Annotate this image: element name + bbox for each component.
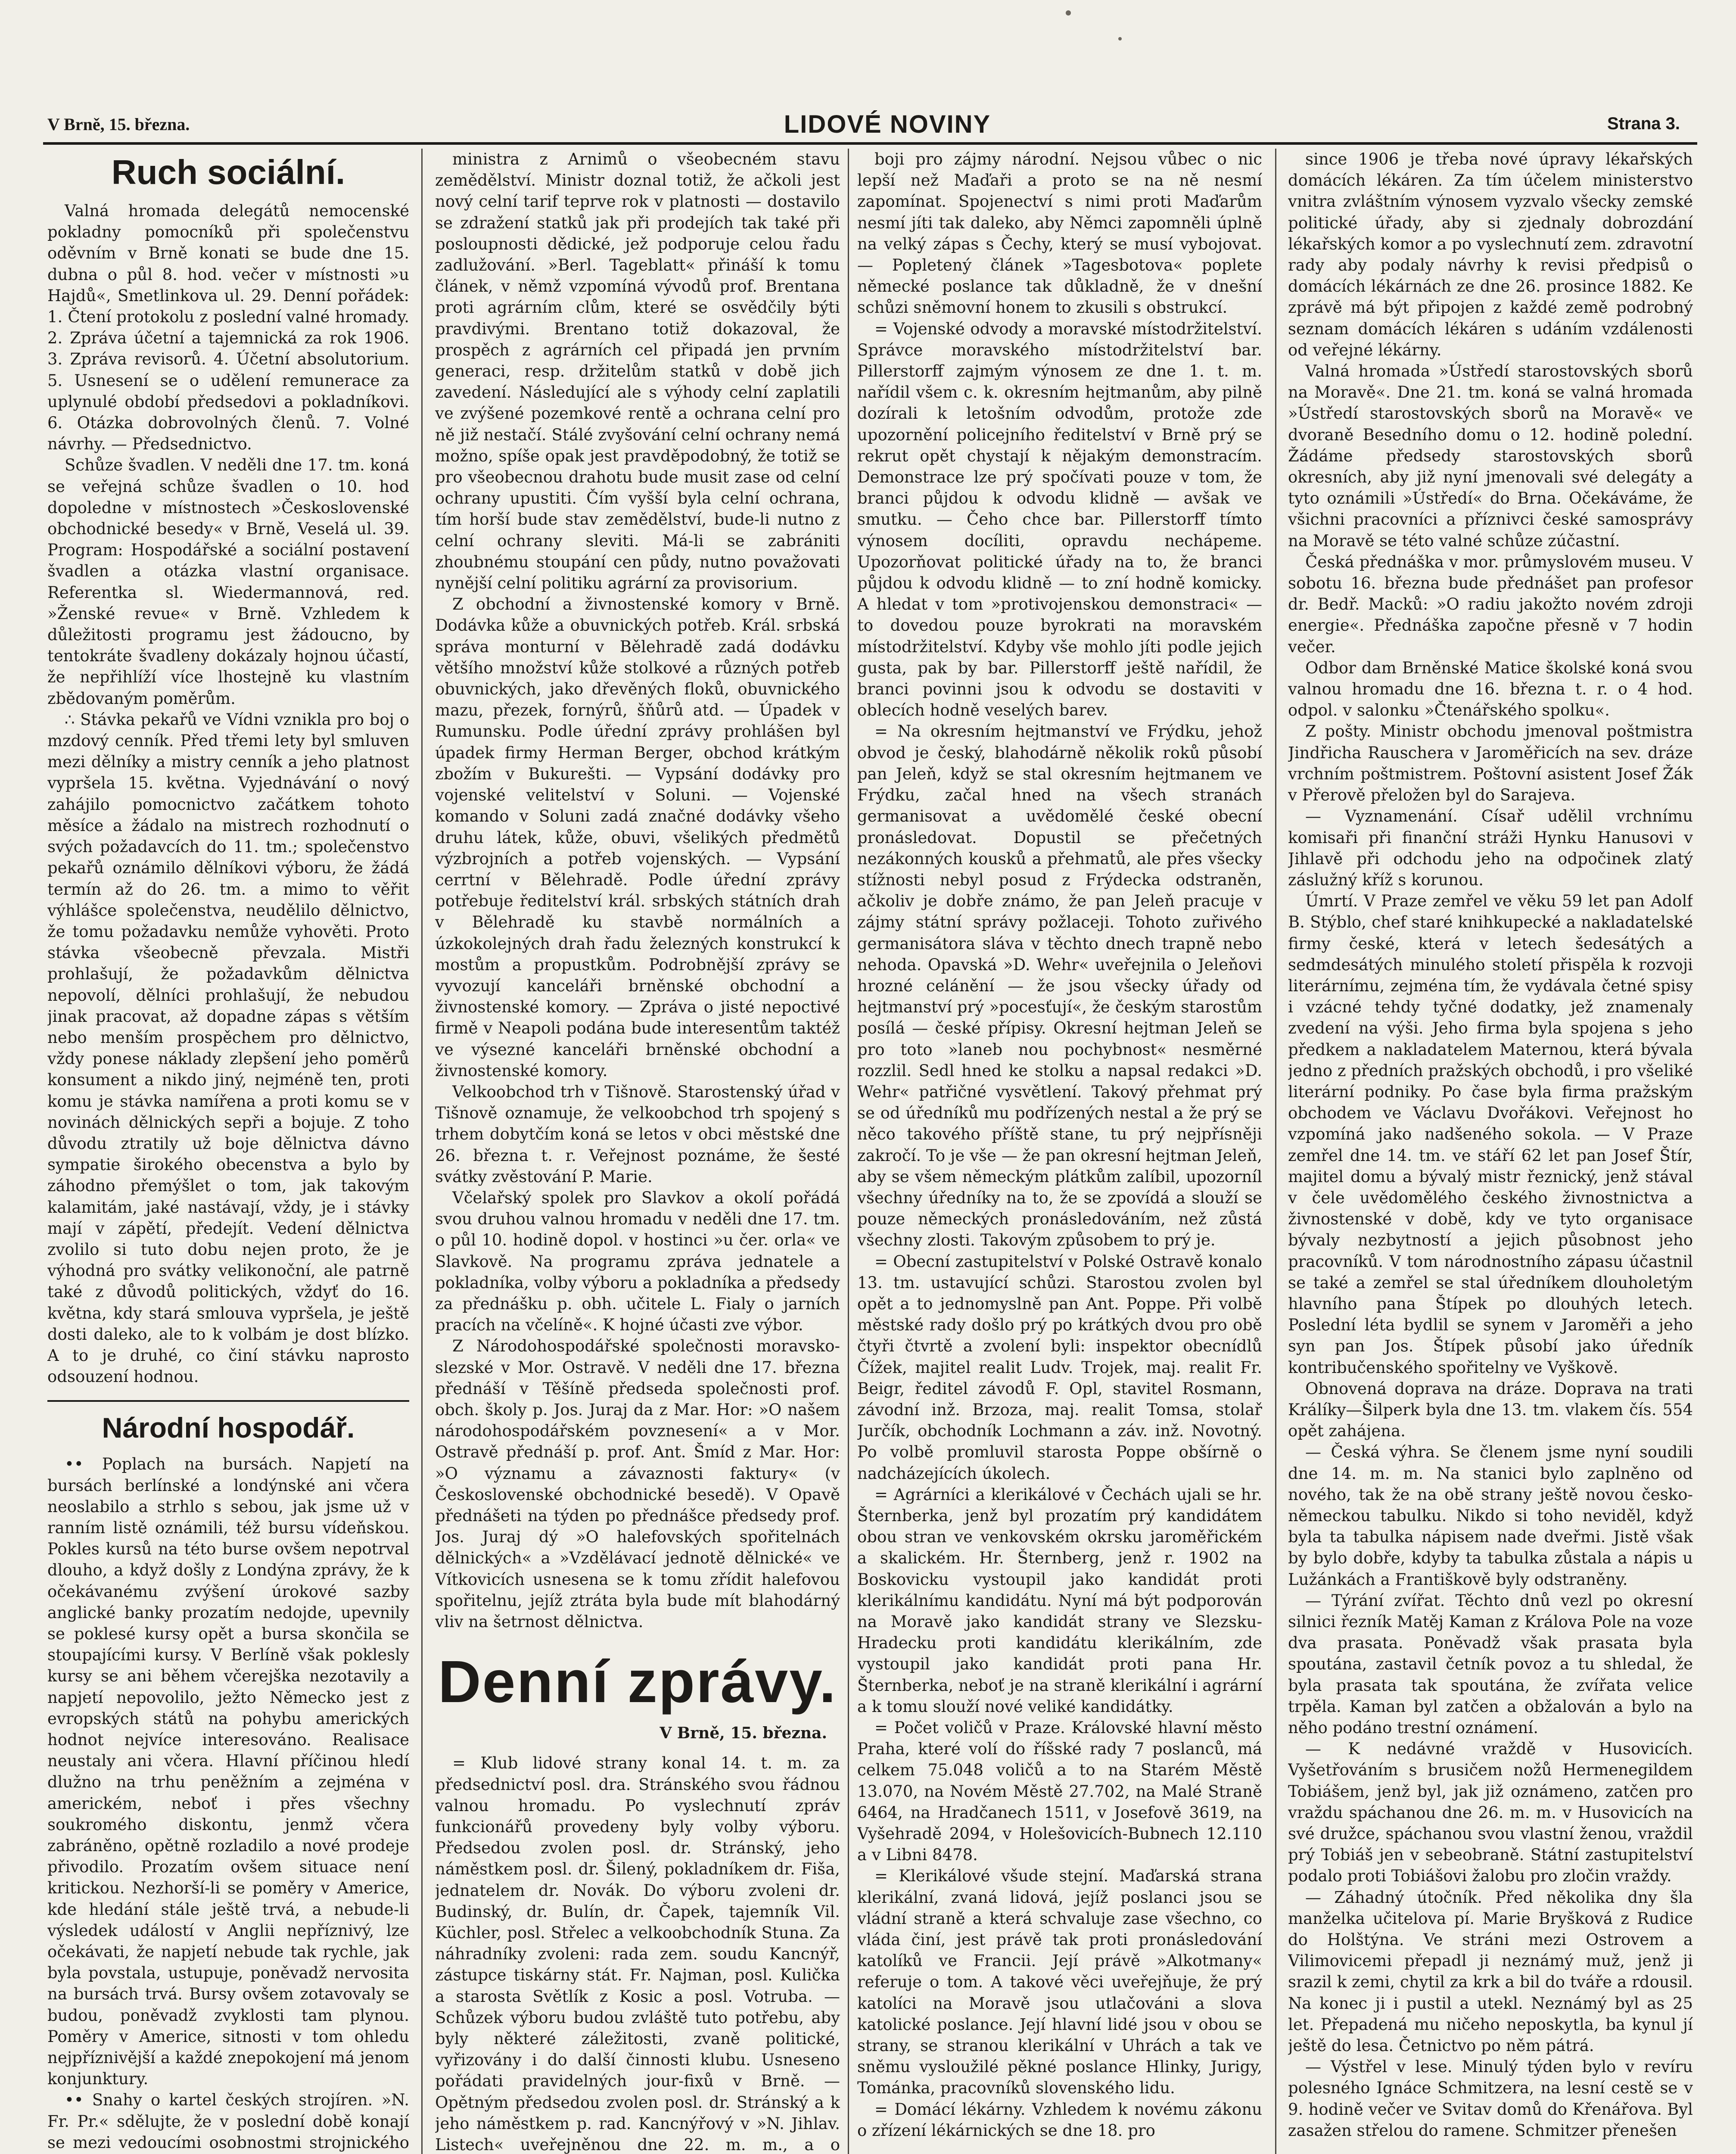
page-number: Strana 3. xyxy=(1607,114,1680,133)
article-paragraph: — Česká výhra. Se členem jsme nyní soudili dne 14. m. m. Na stanici bylo zaplněno od nového, tak že na obě strany ještě novou česko-německou tabulku. Nikdo si toho neviděl, když byla ta tabulka nápisem nade dveřmi. Jistě však by bylo dobře, kdyby ta tabulka zůstala a nápis u Lužánkách a Františkově byly odstraněny. xyxy=(1288,1443,1693,1589)
article-paragraph: = Počet voličů v Praze. Královské hlavní město Praha, které volí do říšské rady 7 poslanců, má celkem 75.048 voličů a to na Starém Městě 13.070, na Novém Městě 27.702, na Malé Straně 6464, na Hradčanech 1511, v Josefově 3619, na Vyšehradě 2094, v Holešovicích-Bubnech 12.110 a v Libni 8478. xyxy=(857,1718,1262,1865)
article-paragraph: •• Poplach na bursách. Napjetí na bursách berlínské a londýnské ani včera neoslabilo a strhlo s sebou, jak jsme už v ranním listě oznámili, též bursu vídeňskou. Pokles kursů na této burse ovšem nepotrval dlouho, a když došly z Londýna zprávy, že k očekávanému zvýšení úrokové sazby anglické banky prozatím nedojde, upevnily se poklesé kursy opět a bursa skončila se stoupajícími kursy. V Berlíně však poklesly kursy se ani během včerejška nezotavily a napjetí nepovolilo, ježto Německo jest z evropských států na pohybu amerických hodnot nejvíce interesováno. Realisace neustaly ani včera. Hlavní příčinou hledí dlužno na trhu peněžním a zejména v americkém, neboť i přes všechny soukromého diskontu, jenmž včera zabráněno, opětně rozladilo a nové prodeje přivodilo. Prozatím ovšem situace není kritickou. Nezhorší-li se poměry v Americe, kde hledání stále ještě trvá, a nebude-li výsledek událostí v Anglii nepříznivý, lze očekávati, že napjetí nebude tak rychle, jak byla povstala, ustupuje, poněvadž nervosita na bursách trvá. Bursy ovšem zotavovaly se budou, poněvadž zvyklosti tam plynou. Poměry v Americe, sitnosti v tom ohledu nejpříznivější a každé znepokojení má jenom konjunktury. xyxy=(47,1455,409,2089)
article-paragraph: Úmrtí. V Praze zemřel ve věku 59 let pan Adolf B. Stýblo, chef staré knihkupecké a nakladatelské firmy české, která v letech šedesátých a sedmdesátých minulého století přispěla k rozvoji literárnímu, zejména tím, že vydávala četné spisy i vzácné tehdy tyčné dodatky, jež znamenaly zvedení na výši. Jeho firma byla spojena s jeho předkem a nakladatelem Maternou, která bývala jedno z předních pražských obchodů, i pro všeliké literární podniky. Po čase byla firma pražským obchodem ve Václavu Dvořákovi. Veřejnost ho vzpomíná jako nadšeného sokola. — V Praze zemřel dne 14. tm. ve stáří 62 let pan Josef Štír, majitel domu a bývalý mistr řeznický, jenž stával v čele uvědomělého českého živnostnictva a živnostenské v době, kdy ve tyto organisace bývaly nezbytností a jejich působnost jeho pracovníků. V tom národnostního zápasu účastnil se také a zemřel se stal úředníkem dlouholetým hlavního pana Štípek po dlouhých letech. Poslední léta bydlil se synem v Jaroměři a jeho syn pan Jos. Štípek působí jako úředník kontribučenského spořitelny ve Vyškově. xyxy=(1288,892,1693,1377)
column-divider xyxy=(1275,149,1276,2154)
section-heading-daily-news: Denní zprávy. xyxy=(438,1649,837,1715)
article-paragraph: — Týrání zvířat. Těchto dnů vezl po okresní silnici řezník Matěj Kaman z Králova Pole na voze dva prasata. Poněvadž však prasata byla spoutána, zastavil četník povoz a tu shledal, že byla prasata tak spoutána, že zvířata velice trpěla. Kaman byl zatčen a obžalován a bylo na něho podáno trestní oznámení. xyxy=(1288,1591,1693,1737)
column-2 xyxy=(435,149,840,2154)
article-paragraph: = Vojenské odvody a moravské místodržitelství. Správce moravského místodržitelství bar. Pillerstorff zajmým výnosem ze dne 1. t. m. nařídil všem c. k. okresním hejtmanům, aby pilně dozírali k letošním odvodům, protože zde upozornění policejního ředitelství v Brně prý se rekrut opět chystají k nějakým demonstracím. Demonstrace lze prý spočívati pouze v tom, že branci půjdou k odvodu klidně — avšak ve smutku. — Čeho chce bar. Pillerstorff tímto výnosem docíliti, opravdu nechápeme. Upozorňovat politické úřady na to, že branci půjdou k odvodu klidně — to zní hodně komicky. A hledat v tom »protivojenskou demonstraci« — to dovedou pouze byrokrati na moravském místodržitelství. Kdyby vše mohlo jíti podle jejich gusta, pak by bar. Pillerstorff ještě nařídil, že branci povinni jsou k odvodu se dostaviti v oblecích hodně veselých barev. xyxy=(857,319,1262,720)
article-paragraph: Schůze švadlen. V neděli dne 17. tm. koná se veřejná schůze švadlen o 10. hod dopoledne v místnostech »Československé obchodnické besedy« v Brně, Veselá ul. 39. Program: Hospodářské a sociální postavení švadlen a otázka vlastní organisace. Referentka sl. Wiedermannová, red. »Ženské revue« v Brně. Vzhledem k důležitosti programu jest žádoucno, by tentokráte švadleny dokázaly hojnou účastí, že nepřihlíží více lhostejně ku vlastním zbědovaným poměrům. xyxy=(47,456,409,708)
masthead xyxy=(47,110,1697,140)
article-paragraph: — K nedávné vraždě v Husovicích. Vyšetřováním s brusičem nožů Hermenegildem Tobiášem, jenž byl, jak již oznámeno, zatčen pro vraždu spáchanou dne 26. m. m. v Husovicích na své družce, spáchanou svou vlastní ženou, vraždil prý Tobiáš jen v sebeobraně. Státní zastupitelství podalo proti Tobiášovi žalobu pro zločin vraždy. xyxy=(1288,1740,1693,1886)
newspaper-title: LIDOVÉ NOVINY xyxy=(784,110,991,138)
article-paragraph: Z pošty. Ministr obchodu jmenoval poštmistra Jindřicha Rauschera v Jaroměřicích na sev. dráze vrchním poštmistrem. Poštovní asistent Josef Žák v Přerově přeložen byl do Sarajeva. xyxy=(1288,722,1693,805)
article-paragraph: Z Národohospodářské společnosti moravsko-slezské v Mor. Ostravě. V neděli dne 17. března přednáší v Těšíně předseda společnosti prof. obch. školy p. Jos. Juraj da z Mar. Hor: »O našem národohospodářském povznesení« a v Mor. Ostravě přednáší p. prof. Ant. Šmíd z Mar. Hor: »O významu a závaznosti faktury« (v Československé obchodnické besedě). V Opavě přednášeti na týden po přednášce předsedy prof. Jos. Juraj dý »O halefovských spořitelnách dělnických« a »Vzdělávací jednotě dělnické« ve Vítkovicích usnesena se k tomu zřídit halefovou spořitelnu, jejíž ztráta byla bude mít blahodárný vliv na šetrnost dělnictva. xyxy=(435,1337,840,1631)
column-divider xyxy=(848,149,849,2154)
column-4 xyxy=(1288,149,1693,2154)
column-3 xyxy=(857,149,1262,2154)
article-paragraph: ∴ Stávka pekařů ve Vídni vznikla pro boj o mzdový cenník. Před třemi lety byl smluven mezi dělníky a mistry cenník a jeho platnost vypršela 15. května. Vyjednávání o nový zahájilo pomocnictvo začátkem tohoto měsíce a žádalo na mistrech rozhodnutí o svých požadavcích do 11. tm.; společenstvo pekařů oznámilo dělníkovi výboru, že žádá termín až do 26. tm. a mimo to věřit výhlášce společenstva, neudělilo dělnictvo, že tomu požadavku nemůže vyhověti. Proto stávka všeobecně převzala. Mistři prohlašují, že požadavkům dělnictva nepovolí, dělníci prohlašují, že nebudou jinak pracovat, až dopadne zápas s větším nebo menším prospěchem pro dělnictvo, vždy ponese náklady zlepšení jeho poměrů konsument a nikdo jiný, nejméně ten, proti komu je stávka namířena a proti komu se v novinách dělnických sepři a bojuje. Z toho důvodu ztratily už boje dělnictva dávno sympatie širokého obecenstva a bylo by záhodno přemýšlet o tom, jak takovým kalamitám, jaké nastávají, vždy, je i stávky mají v zápětí, předejít. Vedení dělnictva zvolilo si tuto dobu nejen proto, že je výhodná pro svátky velikonoční, ale patrně také z důvodů politických, vždyť do 16. května, kdy stará smlouva vypršela, je ještě dosti daleko, ale to k volbám je dost blízko. A to je druhé, co činí stávku naprosto odsouzení hodnou. xyxy=(47,710,409,1386)
article-paragraph: = Obecní zastupitelství v Polské Ostravě konalo 13. tm. ustavující schůzi. Starostou zvolen byl opět a to jednomyslně pan Ant. Poppe. Při volbě městské rady došlo prý po krátkých dvou pro obě čtyři čtvrtě a zvolení byli: inspektor obecnídlů Čížek, majitel realit Ludv. Trojek, maj. realit Fr. Beigr, ředitel závodů F. Opl, stavitel Rosmann, závodní inž. Brzoza, maj. realit Tomsa, stolař Jurčík, obchodník Lochmann a záv. inž. Novotný. Po volbě promluvil starosta Poppe obšírně o nadcházejících úkolech. xyxy=(857,1252,1262,1483)
article-paragraph: = Klub lidové strany konal 14. t. m. za předsednictví posl. dra. Stránského svou řádnou valnou hromadu. Po vyslechnutí zpráv funkcionářů provedeny byly volby výboru. Předsedou zvolen posl. dr. Stránský, jeho náměstkem posl. dr. Šilený, pokladníkem dr. Fiša, jednatelem dr. Novák. Do výboru zvoleni dr. Budinský, dr. Bulín, dr. Čapek, tajemník Vil. Küchler, posl. Střelec a velkoobchodník Stuna. Za náhradníky zvoleni: rada zem. soudu Kancnýř, zástupce tiskárny stát. Fr. Najman, posl. Kulička a starosta Světlík z Kosic a posl. Votruba. — Schůzek výboru budou zvláště tuto potřebu, aby byly některé záležitosti, zvaně politické, vyřizovány i do další činnosti klubu. Usneseno pořádati pravidelných jour-fixů v Brně. — Opětným předsedou zvolen posl. dr. Stránský a k jeho náměstkem p. rad. Kancnýřový v »N. Jihlav. Listech« uveřejněnou dne 22. m. m., a o xyxy=(435,1754,840,2154)
column-1 xyxy=(47,149,409,2154)
ink-speck xyxy=(1118,37,1122,40)
section-heading-social: Ruch sociální. xyxy=(111,153,345,191)
article-paragraph: Valná hromada delegátů nemocenské pokladny pomocníků při společenstvu oděvním v Brně konati se bude dne 15. dubna o půl 8. hod. večer v místnosti »u Hajdů«, Smetlinkova ul. 29. Denní pořádek: 1. Čtení protokolu z poslední valné hromady. 2. Zpráva účetní a tajemnická za rok 1906. 3. Zpráva revisorů. 4. Účetní absolutorium. 5. Usnesení se o udělení remunerace za uplynulé období předsedovi a pokladníkovi. 6. Otázka dobrovolných členů. 7. Volné návrhy. — Předsednictvo. xyxy=(47,202,409,454)
article-paragraph: — Výstřel v lese. Minulý týden bylo v revíru polesného Ignáce Schmitzera, na lesní cestě se v 9. hodině večer ve Svitav domů do Křenářova. Byl zasažen střelou do ramene. Schmitzer přenešen xyxy=(1288,2058,1693,2140)
masthead-dateline: V Brně, 15. března. xyxy=(47,115,190,134)
article-paragraph: since 1906 je třeba nové úpravy lékařských domácích lékáren. Za tím účelem ministerstvo vnitra zvláštním výnosem vyzvalo všecky zemské politické úřady, aby si zjednaly dobrozdání lékařských komor a po vyslechnutí zem. zdravotní rady aby podaly návrhy k revisi předpisů o domácích lékárnách ze dne 26. prosince 1882. Ke zprávě má být připojen z každé země podrobný seznam domácích lékáren s udáním vzdálenosti od veřejné lékárny. xyxy=(1288,150,1693,359)
masthead-rule xyxy=(43,142,1697,145)
article-paragraph: boji pro zájmy národní. Nejsou vůbec o nic lepší než Maďaři a proto se na ně nesmí zapomínat. Spojenectví s nimi proti Maďarům nesmí jíti tak daleko, aby Němci zapomněli úplně na velký zápas s Čechy, který se musí vybojovat. — Popletený článek »Tagesbotova« poplete německé poslance tak důkladně, že v dnešní schůzi sněmovní honem to zkusili s obstrukcí. xyxy=(857,150,1262,317)
article-paragraph: = Na okresním hejtmanství ve Frýdku, jehož obvod je český, blahodárně několik roků působí pan Jeleň, když se stal okresním hejtmanem ve Frýdku, začal hned na všech stranách germanisovat a uvědomělé české obecní pronásledovat. Dopustil se přečetných nezákonných kousků a přehmatů, ale přes všecky stížnosti nebyl posud z Frýdecka odstraněn, ačkoliv je dobře známo, že pan Jeleň pracuje v zájmy státní správy požlaceji. Tohoto zuřivého germanisátora sláva v těchto dnech trapně nebo nehoda. Opavská »D. Wehr« uveřejnila o Jeleňovi hrozné celánění — že jsou všecky úřady od hejtmanství prý »pocesťují«, že českým starostům posílá — české přípisy. Okresní hejtman Jeleň se pro toto »laneb nou pochybnost« nesměrné rozzlil. Sedl hned ke stolku a napsal redakci »D. Wehr« patřičné vysvětlení. Takový přehmat prý se od úředníků mu podřízených nestal a že prý se něco takového příště stane, tu prý nejpřísněji zakročí. To je vše — že pan okresní hejtman Jeleň, aby se všem německým plátkům zalíbil, upozorníl všechny úředníky na to, že se zpovídá a slouží se pouze německých pronásledováním, než zůstá všechny zlosti. Takovým způsobem to prý je. xyxy=(857,722,1262,1250)
article-paragraph: — Vyznamenání. Císař udělil vrchnímu komisaři při finanční stráži Hynku Hanusovi v Jihlavě při odchodu jeho na odpočinek zlatý záslužný kříž s korunou. xyxy=(1288,807,1693,889)
ink-speck xyxy=(1066,10,1071,16)
article-paragraph: = Klerikálové všude stejní. Maďarská strana klerikální, zvaná lidová, jejíž poslanci jsou se vládní straně a která schvaluje zase všechno, co vláda činí, jest právě tak proti pronásledování katolíků ve Francii. Její právě »Alkotmany« referuje o tom. A takové věci uveřejňuje, že prý katolíci na Moravě jsou utlačováni a slova katolické poslance. Její hlavní lidé jsou v obou se strany, se stranou klerikální v Uhrách a tak ve sněmu vysloužilé pěkné poslance Hlinky, Jurigy, Tománka, pracovníků slovenského lidu. xyxy=(857,1867,1262,2098)
column-divider xyxy=(421,149,423,2154)
article-paragraph: Z obchodní a živnostenské komory v Brně. Dodávka kůže a obuvnických potřeb. Král. srbská správa monturní v Bělehradě zadá dodávku většího množství kůže stolkové a různých potřeb obuvnických, jako dřevěných floků, obuvnického mazu, přezek, fornýrů, šňůrů atd. — Úpadek v Rumunsku. Podle úřední zprávy prohlášen byl úpadek firmy Herman Berger, obchod krátkým zbožím v Bukurešti. — Vypsání dodávky pro vojenské velitelství v Soluni. — Vojenské komando v Soluni zadá značné dodávky všeho druhu látek, kůže, obuvi, všelikých předmětů výzbrojních a potřeb vojenských. — Vypsání cerrtní v Bělehradě. Podle úřední zprávy potřebuje ředitelství král. srbských státních drah v Bělehradě ku stavbě normálních a úzkokolejných drah řadu železných konstrukcí k mostům a propustkům. Podrobnější zprávy se vyvozují kanceláři brněnské obchodní a živnostenské komory. — Zpráva o jisté nepoctivé firmě v Neapoli podána bude interesentům taktéž ve výsezné kanceláři brněnské obchodní a živnostenské komory. xyxy=(435,595,840,1080)
section-heading-economy: Národní hospodář. xyxy=(47,1400,409,1445)
article-paragraph: = Domácí lékárny. Vzhledem k novému zákonu o zřízení lékárnických se dne 18. pro xyxy=(857,2100,1262,2140)
article-paragraph: Obnovená doprava na dráze. Doprava na trati Králíky—Šilperk byla dne 13. tm. vlakem čís. 554 opět zahájena. xyxy=(1288,1379,1693,1441)
article-paragraph: ministra z Arnimů o všeobecném stavu zemědělství. Ministr doznal totiž, že ačkoli jest nový celní tarif teprve rok v platnosti — dostavilo se zdražení statků jak při prodejích tak také při posloupnosti dědické, jež podporuje celou řadu zadlužování. »Berl. Tageblatt« přináší k tomu článek, v němž vzpomíná vývodů prof. Brentana proti agrárním clům, které se osvědčily býti pravdivými. Brentano totiž dokazoval, že prospěch z agrárních cel připadá jen prvním generaci, resp. držitelům statků v době jich zavedení. Následující ale s výhody celní zaplatili ve zvýšené pozemkové rentě a ochrana celní pro ně již nestačí. Stálé zvyšování celní ochrany nemá možno, spíše opak jest pravděpodobný, že totiž se pro všeobecnou drahotu bude musit zase od celní ochrany upustiti. Čím vyšší byla celní ochrana, tím horší bude stav zemědělství, bude-li nutno z celní ochrany sleviti. Má-li se zabrániti zhoubnému stoupání cen půdy, nutno považovati nynější celní politiku agrární za provisorium. xyxy=(435,150,840,593)
article-paragraph: •• Snahy o kartel českých strojíren. »N. Fr. Pr.« sdělujte, že v poslední době konají se mezi vedoucími osobnostmi strojnického xyxy=(47,2091,409,2152)
article-paragraph: Česká přednáška v mor. průmyslovém museu. V sobotu 16. března bude přednášet pan profesor dr. Bedř. Macků: »O radiu jakožto novém zdroji energie«. Přednáška započne přesně v 7 hodin večer. xyxy=(1288,552,1693,656)
article-paragraph: Valná hromada »Ústředí starostovských sborů na Moravě«. Dne 21. tm. koná se valná hromada »Ústředí starostovských sborů na Moravě« ve dvoraně Besedního domu o 12. hodině polední. Žádáme předsedy starostovských sborů okresních, aby již nyní jmenovali své delegáty a tyto oznámili »Ústředí« do Brna. Očekáváme, že všichni pracovníci a příznivci české samosprávy na Moravě se této valné schůze zúčastní. xyxy=(1288,362,1693,550)
article-paragraph: Velkoobchod trh v Tišnově. Starostenský úřad v Tišnově oznamuje, že velkoobchod trh spojený s trhem dobytčím koná se letos v obci městské dne 26. března t. r. Veřejnost poznáme, že šesté svátky zvěstování P. Marie. xyxy=(435,1082,840,1186)
article-paragraph: = Agrárníci a klerikálové v Čechách ujali se hr. Šternberka, jenž byl prozatím prý kandidátem obou stran ve venkovském okrsku jaroměřickém a skalickém. Hr. Šternberg, jenž r. 1902 na Boskovicku vystoupil jako kandidát proti klerikálnímu kandidátu. Nyní má být podporován na Moravě jako kandidát strany ve Slezsku-Hradecku proti kandidátu klerikálním, zde vystoupil jako kandidát proti pana Hr. Šternberka, neboť je na straně klerikální i agrární a k tomu slouží nové veliké kandidátky. xyxy=(857,1485,1262,1716)
section-dateline: V Brně, 15. března. xyxy=(660,1724,827,1743)
article-paragraph: — Záhadný útočník. Před několika dny šla manželka učitelova pí. Marie Bryšková z Rudice do Holštýna. Ve stráni mezi Ostrovem a Vilimovicemi přepadl ji neznámý muž, jenž ji srazil k zemi, chytil za krk a bil do tváře a rdousil. Na konec ji i pustil a utekl. Neznámý byl as 25 let. Přepadená mu ničeho neposkytla, ba kynul jí ještě do lesa. Četnictvo po něm pátrá. xyxy=(1288,1888,1693,2055)
article-paragraph: Včelařský spolek pro Slavkov a okolí pořádá svou druhou valnou hromadu v neděli dne 17. tm. o půl 10. hodině dopol. v hostinci »u čer. orla« ve Slavkově. Na programu zpráva jednatele a pokladníka, volby výboru a pokladníka a předsedy za přednášku p. obh. učitele L. Fialy o jarních pracích na včelíně«. K hojné účasti zve výbor. xyxy=(435,1188,840,1335)
article-paragraph: Odbor dam Brněnské Matice školské koná svou valnou hromadu dne 16. března t. r. o 4 hod. odpol. v salonku »Čtenářského spolku«. xyxy=(1288,658,1693,720)
